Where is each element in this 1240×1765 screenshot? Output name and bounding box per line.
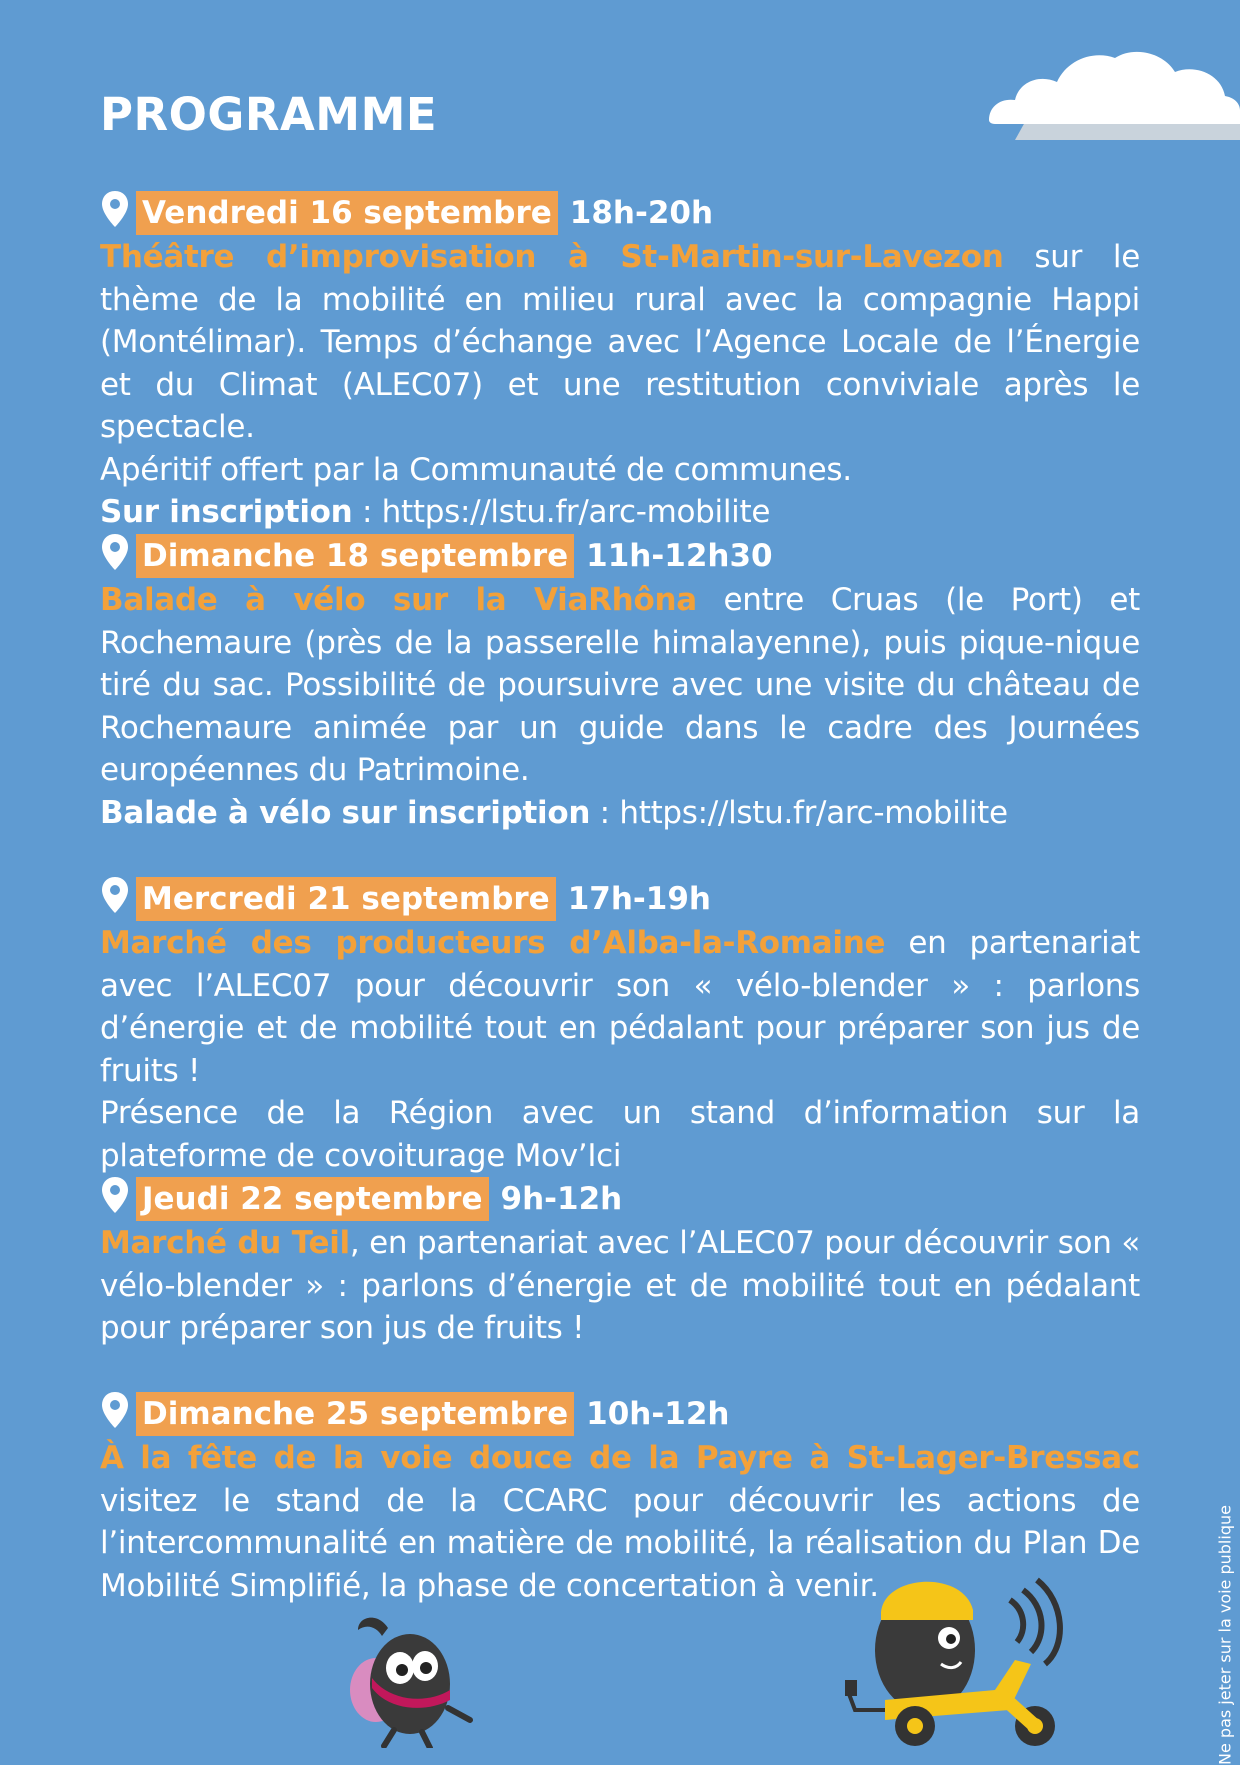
event-time: 10h-12h [586, 1396, 730, 1432]
event-highlight: À la fête de la voie douce de la Payre à St-Lager-Bressac [100, 1440, 1140, 1476]
event-header [100, 1391, 1140, 1437]
event-description [100, 236, 1140, 534]
location-pin-icon [100, 532, 130, 572]
event-header [100, 876, 1140, 922]
event-time: 11h-12h30 [586, 538, 773, 574]
page-title: PROGRAMME [100, 88, 438, 141]
event-description [100, 1222, 1140, 1350]
location-pin-icon [100, 1390, 130, 1430]
event-date: Vendredi 16 septembre [136, 191, 558, 235]
event-extra: Apéritif offert par la Communauté de communes. [100, 451, 852, 488]
event-description [100, 922, 1140, 1177]
event-text: , en partenariat avec l’ALEC07 pour découvrir son « vélo-blender » : parlons d’énergie et de mobilité tout en pédalant pour préparer son jus de fruits ! [100, 1225, 1140, 1346]
event-highlight: Marché du Teil [100, 1225, 350, 1261]
registration-label: Sur inscription [100, 494, 353, 530]
event-date: Dimanche 18 septembre [136, 534, 574, 578]
event-text: visitez le stand de la CCARC pour découvrir les actions de l’intercommunalité en matière de mobilité, la réalisation du Plan De Mobilité Simplifié, la phase de concertation à venir. [100, 1482, 1140, 1604]
event-3 [100, 876, 1140, 1177]
cloud-illustration [985, 48, 1240, 148]
registration-label: Balade à vélo sur inscription [100, 794, 591, 831]
event-date: Dimanche 25 septembre [136, 1392, 574, 1436]
event-header [100, 190, 1140, 236]
event-time: 17h-19h [567, 881, 712, 917]
event-date: Jeudi 22 septembre [136, 1177, 489, 1221]
registration-link[interactable]: : https://lstu.fr/arc-mobilite [352, 494, 771, 530]
event-time: 18h-20h [569, 195, 714, 231]
registration-link[interactable]: : https://lstu.fr/arc-mobilite [590, 794, 1008, 831]
event-4 [100, 1176, 1140, 1350]
event-extra: Présence de la Région avec un stand d’information sur la plateforme de covoiturage Mov’Ici [100, 1095, 1140, 1174]
scooter-mascot [845, 1560, 1105, 1748]
event-1 [100, 190, 1140, 534]
event-text: entre Cruas (le Port) et Rochemaure (près de la passerelle himalayenne), puis pique-nique tiré du sac. Possibilité de poursuivre avec une visite du château de Rochemaure animée par un guide dans le cadre des Journées européennes du Patrimoine. [100, 582, 1140, 788]
event-highlight: Théâtre d’improvisation à St-Martin-sur-Lavezon [100, 239, 1004, 275]
event-highlight: Balade à vélo sur la ViaRhôna [100, 582, 697, 618]
event-header [100, 1176, 1140, 1222]
event-header [100, 533, 1140, 579]
event-time: 9h-12h [500, 1181, 623, 1217]
event-text: en partenariat avec l’ALEC07 pour découvrir son « vélo-blender » : parlons d’énergie et de mobilité tout en pédalant pour préparer son jus de fruits ! [100, 925, 1140, 1089]
side-note: Ne pas jeter sur la voie publique [1215, 1505, 1235, 1765]
location-pin-icon [100, 875, 130, 915]
location-pin-icon [100, 189, 130, 229]
event-2 [100, 533, 1140, 834]
event-text: sur le thème de la mobilité en milieu rural avec la compagnie Happi (Montélimar). Temps d’échange avec l’Agence Locale de l’Énergie et du Climat (ALEC07) et une restitution conviviale après le spectacle. [100, 239, 1140, 445]
walking-girl-mascot [330, 1608, 490, 1748]
event-highlight: Marché des producteurs d’Alba-la-Romaine [100, 925, 886, 961]
location-pin-icon [100, 1175, 130, 1215]
event-description [100, 579, 1140, 834]
event-date: Mercredi 21 septembre [136, 877, 556, 921]
